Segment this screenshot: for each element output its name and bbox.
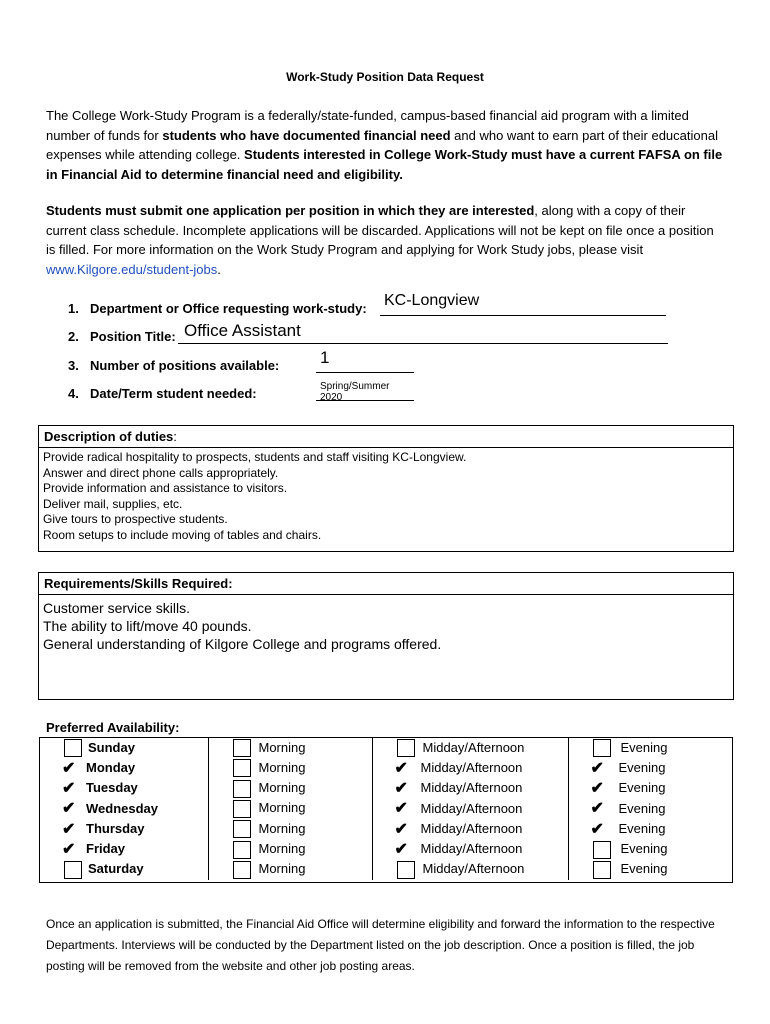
morning-checkbox[interactable] [233, 861, 251, 879]
duty-line: Provide radical hospitality to prospects, students and staff visiting KC-Longview. [43, 450, 467, 464]
intro-text-2: and who want to earn part of their educational expenses while attending college. [46, 127, 718, 162]
day-checkbox[interactable] [64, 861, 82, 879]
availability-row [40, 839, 733, 859]
evening-cell [568, 799, 733, 819]
instructions-bold: Students must submit one application per position in which they are interested [46, 203, 535, 218]
evening-checked-icon[interactable]: ✔ [590, 759, 604, 777]
midday-cell [372, 738, 568, 758]
q3-label [68, 358, 279, 373]
day-cell [40, 860, 208, 880]
duty-line: Provide information and assistance to visitors. [43, 481, 288, 495]
morning-cell [208, 758, 372, 778]
position-title-field[interactable] [178, 322, 668, 344]
midday-checked-icon[interactable]: ✔ [394, 800, 408, 818]
morning-checkbox[interactable] [233, 841, 251, 859]
morning-cell [208, 839, 372, 859]
evening-cell [568, 758, 733, 778]
duties-heading-colon: : [173, 429, 177, 444]
requirements-heading: Requirements/Skills Required: [39, 573, 733, 595]
requirements-box [38, 572, 734, 700]
q1-label-text: Department or Office requesting work-study: [90, 301, 367, 316]
department-value: KC-Longview [384, 292, 480, 309]
midday-checkbox[interactable] [397, 739, 415, 757]
evening-checked-icon[interactable]: ✔ [590, 820, 604, 838]
department-field[interactable] [380, 294, 666, 316]
midday-cell [372, 799, 568, 819]
evening-label: Evening [618, 780, 666, 796]
day-cell [40, 819, 208, 839]
evening-checked-icon[interactable]: ✔ [590, 800, 604, 818]
day-label: Wednesday [86, 800, 159, 816]
day-checked-icon[interactable]: ✔ [62, 820, 76, 838]
q1-number: 1. [68, 301, 79, 316]
day-checked-icon[interactable]: ✔ [62, 800, 76, 818]
midday-cell [372, 779, 568, 799]
morning-label: Morning [258, 861, 306, 877]
intro-paragraph [46, 106, 726, 184]
availability-row [40, 860, 733, 880]
q2-label-text: Position Title: [90, 329, 176, 344]
q3-number: 3. [68, 358, 79, 373]
morning-cell [208, 738, 372, 758]
midday-cell [372, 839, 568, 859]
intro-bold-1: students who have documented financial need [162, 127, 451, 143]
evening-label: Evening [620, 739, 668, 755]
day-checkbox[interactable] [64, 739, 82, 757]
midday-label: Midday/Afternoon [420, 780, 523, 796]
availability-table [40, 738, 733, 880]
day-label: Thursday [86, 821, 145, 837]
morning-label: Morning [258, 780, 306, 796]
morning-checkbox[interactable] [233, 739, 251, 757]
q4-label-text: Date/Term student needed: [90, 386, 257, 401]
morning-label: Morning [258, 739, 306, 755]
midday-checked-icon[interactable]: ✔ [394, 840, 408, 858]
requirements-text-area[interactable] [39, 595, 733, 657]
evening-label: Evening [620, 841, 668, 857]
q2-label [68, 329, 176, 344]
day-label: Sunday [88, 739, 135, 755]
duties-heading [39, 426, 733, 448]
midday-label: Midday/Afternoon [420, 821, 523, 837]
q2-number: 2. [68, 329, 79, 344]
evening-label: Evening [620, 861, 668, 877]
midday-cell [372, 758, 568, 778]
morning-cell [208, 779, 372, 799]
day-cell [40, 738, 208, 758]
evening-checkbox[interactable] [593, 841, 611, 859]
q4-number: 4. [68, 386, 79, 401]
morning-label: Morning [258, 800, 306, 816]
availability-row [40, 758, 733, 778]
day-checked-icon[interactable]: ✔ [62, 780, 76, 798]
positions-count-value: 1 [320, 348, 330, 367]
day-cell [40, 839, 208, 859]
student-jobs-link[interactable]: www.Kilgore.edu/student-jobs [46, 261, 218, 277]
requirement-line: The ability to lift/move 40 pounds. [43, 618, 252, 634]
evening-checked-icon[interactable]: ✔ [590, 780, 604, 798]
duty-line: Deliver mail, supplies, etc. [43, 496, 183, 511]
date-term-value: Spring/Summer 2020 [320, 381, 390, 403]
page-title: Work-Study Position Data Request [286, 70, 484, 84]
evening-checkbox[interactable] [593, 861, 611, 879]
day-checked-icon[interactable]: ✔ [62, 759, 76, 777]
q3-label-text: Number of positions available: [90, 358, 280, 373]
day-label: Monday [86, 760, 136, 776]
midday-checked-icon[interactable]: ✔ [394, 820, 408, 838]
q1-label [68, 301, 367, 316]
availability-row [40, 819, 733, 839]
availability-row [40, 738, 733, 758]
midday-label: Midday/Afternoon [420, 841, 523, 857]
midday-checked-icon[interactable]: ✔ [394, 780, 408, 798]
morning-label: Morning [258, 759, 306, 775]
midday-checkbox[interactable] [397, 861, 415, 879]
duties-heading-text: Description of duties [44, 429, 174, 444]
position-title-value: Office Assistant [184, 321, 301, 340]
morning-checkbox[interactable] [233, 820, 251, 838]
morning-cell [208, 860, 372, 880]
evening-cell [568, 839, 733, 859]
midday-label: Midday/Afternoon [420, 760, 523, 776]
duties-text-area[interactable] [39, 448, 733, 545]
morning-checkbox[interactable] [233, 759, 251, 777]
evening-cell [568, 819, 733, 839]
requirement-line: Customer service skills. [43, 600, 191, 616]
midday-cell [372, 819, 568, 839]
date-term-field[interactable] [316, 378, 414, 401]
morning-checkbox[interactable] [233, 800, 251, 818]
instructions-end: . [217, 261, 221, 277]
morning-checkbox[interactable] [233, 780, 251, 798]
evening-checkbox[interactable] [593, 739, 611, 757]
morning-label: Morning [258, 841, 306, 857]
footer-note: Once an application is submitted, the Financial Aid Office will determine eligibility and forward the information to the respective Departments. Interviews will be conducted by the Department listed on the job description. Once a position is filled, the job posting will be removed from the website and other job posting areas. [46, 917, 715, 973]
morning-cell [208, 819, 372, 839]
availability-heading: Preferred Availability: [46, 720, 180, 735]
midday-label: Midday/Afternoon [420, 800, 523, 816]
evening-cell [568, 779, 733, 799]
availability-row [40, 799, 733, 819]
day-cell [40, 758, 208, 778]
evening-label: Evening [618, 821, 666, 837]
intro-bold-2: Students interested in College Work-Study must have a current FAFSA on file in Financial Aid to determine financial need and eligibility. [46, 147, 723, 182]
intro-text-1: The College Work-Study Program is a federally/state-funded, campus-based financial aid program with a limited number of funds for [46, 108, 689, 143]
morning-label: Morning [258, 820, 306, 836]
morning-cell [208, 799, 372, 819]
midday-label: Midday/Afternoon [422, 739, 525, 755]
positions-count-field[interactable] [316, 349, 414, 373]
day-label: Tuesday [86, 780, 138, 796]
day-checked-icon[interactable]: ✔ [62, 840, 76, 858]
instructions-text: , along with a copy of their current class schedule. Incomplete applications will be discarded. Applications will not be kept on file once a position is filled. For more information on the Work Study Program and applying for Work Study jobs, please visit [46, 203, 714, 257]
day-label: Saturday [88, 861, 144, 877]
day-cell [40, 799, 208, 819]
duty-line: Answer and direct phone calls appropriately. [43, 465, 279, 480]
midday-cell [372, 860, 568, 880]
q4-label [68, 386, 257, 401]
duties-box [38, 425, 734, 552]
instructions-paragraph [46, 201, 726, 279]
requirement-line: General understanding of Kilgore College and programs offered. [43, 636, 442, 652]
duty-line: Room setups to include moving of tables and chairs. [43, 527, 322, 542]
midday-checked-icon[interactable]: ✔ [394, 759, 408, 777]
availability-row [40, 779, 733, 799]
evening-label: Evening [618, 800, 666, 816]
day-cell [40, 779, 208, 799]
midday-label: Midday/Afternoon [422, 861, 525, 877]
evening-cell [568, 860, 733, 880]
evening-label: Evening [618, 760, 666, 776]
evening-cell [568, 738, 733, 758]
day-label: Friday [86, 841, 126, 857]
duty-line: Give tours to prospective students. [43, 512, 228, 526]
